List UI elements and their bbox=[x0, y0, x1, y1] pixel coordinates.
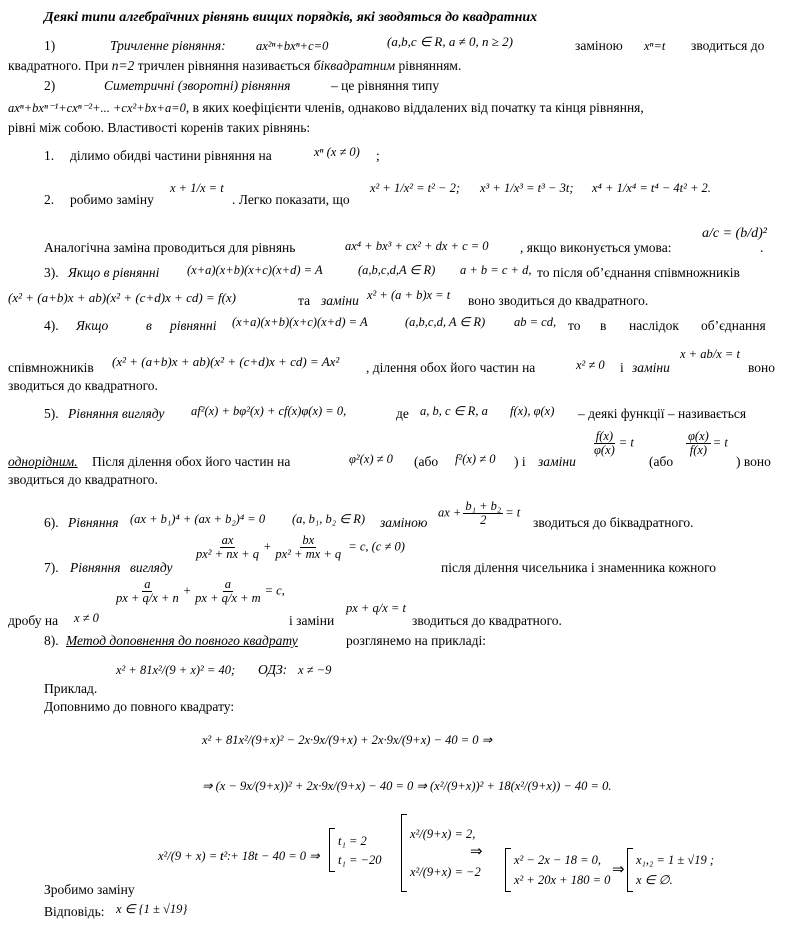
s2-line3: рівні між собою. Властивості коренів таких рівнянь: bbox=[8, 120, 311, 135]
s6-text1: заміною bbox=[380, 515, 428, 530]
s7-w2: вигляду bbox=[130, 560, 173, 575]
s4-w2: в bbox=[146, 318, 152, 333]
s8-example-eq: x² + 81x²/(9 + x)² = 40; bbox=[116, 663, 236, 677]
s5-line3: зводиться до квадратного. bbox=[8, 472, 158, 487]
s7-text3: і заміни bbox=[289, 613, 335, 628]
s5-text8: ) воно bbox=[736, 454, 771, 469]
s7-equation-rhs: = c, (c ≠ 0) bbox=[348, 539, 405, 554]
s8-text1: розглянемо на прикладі: bbox=[346, 633, 486, 648]
s8-x12: x₁,₂ = 1 ± √19 ; bbox=[636, 853, 715, 867]
s2-item2-b: . Легко показати, що bbox=[232, 192, 350, 207]
s4-line3: зводиться до квадратного. bbox=[8, 378, 158, 393]
s1-equation: ax²ⁿ+bxⁿ+c=0 bbox=[256, 39, 329, 53]
s4-text5: воно bbox=[748, 360, 776, 375]
s8-sub-eq: x²/(9 + x) = t : bbox=[158, 849, 232, 863]
s6-condition: (a, b₁, b₂ ∈ R) bbox=[292, 512, 366, 526]
s3-condition2: a + b = c + d, bbox=[460, 263, 532, 277]
s1-substitution: xⁿ=t bbox=[644, 39, 666, 53]
s8-t2: t₁ = −20 bbox=[338, 853, 382, 867]
s1-line2e: рівнянням. bbox=[398, 58, 462, 73]
s7-text1: після ділення чисельника і знаменника кожного bbox=[441, 560, 717, 575]
s4-w5: в bbox=[600, 318, 607, 333]
s7-plus: + bbox=[262, 539, 272, 554]
s3-equation2: (x² + (a+b)x + ab)(x² + (c+d)x + cd) = f(x) bbox=[8, 290, 236, 305]
s4-text2: , ділення обох його частин на bbox=[366, 360, 536, 375]
s7-text2: дробу на bbox=[8, 613, 59, 628]
s8-num: 8). bbox=[44, 633, 59, 648]
s7-equation bbox=[192, 534, 405, 561]
s6-sub-rhs: = t bbox=[505, 505, 521, 520]
s7-text4: зводиться до квадратного. bbox=[412, 613, 562, 628]
s4-num: 4). bbox=[44, 318, 59, 333]
s1-line2 bbox=[8, 58, 461, 74]
s4-condition: (a,b,c,d, A ∈ R) bbox=[405, 315, 486, 329]
s8-odz-value: x ≠ −9 bbox=[298, 663, 332, 677]
s5-sub2-rhs: = t bbox=[712, 435, 728, 450]
s2-analog-end: . bbox=[760, 240, 764, 255]
s2-item2-math: x + 1/x = t bbox=[170, 181, 224, 195]
s8-zamina: Зробимо заміну bbox=[44, 882, 135, 897]
s5-text3: Після ділення обох його частин на bbox=[92, 454, 291, 469]
s7-g2-den: px + q/x + m bbox=[195, 591, 261, 605]
s4-w1: Якщо bbox=[76, 318, 109, 333]
s3-num: 3). bbox=[44, 265, 59, 280]
s5-text7: (або bbox=[649, 454, 674, 469]
s2-item2-num: 2. bbox=[44, 192, 55, 207]
s7-g1-den: px + q/x + n bbox=[116, 591, 179, 605]
s8-q1: x² − 2x − 18 = 0, bbox=[514, 853, 602, 867]
s2-analog-condition: a/c = (b/d)² bbox=[702, 226, 767, 241]
s2-item1-end: ; bbox=[376, 148, 380, 163]
s5-sub2-num: φ(x) bbox=[688, 429, 709, 443]
s5-text6: заміни bbox=[538, 454, 576, 469]
s6-sub-den: 2 bbox=[480, 513, 487, 527]
s1-condition: (a,b,c ∈ R, a ≠ 0, n ≥ 2) bbox=[387, 34, 513, 49]
s3-substitution: x² + (a + b)x = t bbox=[367, 288, 451, 302]
s2-analog-b: , якщо виконується умова: bbox=[520, 240, 672, 255]
s2-formula-1: x² + 1/x² = t² − 2; bbox=[370, 181, 461, 195]
s8-dop: Доповнимо до повного квадрату: bbox=[44, 699, 235, 714]
s8-arrow1: ⇒ bbox=[470, 844, 483, 860]
s1-text2: зводиться до bbox=[691, 38, 765, 53]
s7-math1: x ≠ 0 bbox=[74, 611, 99, 625]
s1-text1: заміною bbox=[575, 38, 623, 53]
s5-equation: af²(x) + bφ²(x) + cf(x)φ(x) = 0, bbox=[191, 404, 347, 418]
s5-text4: (або bbox=[414, 454, 439, 469]
s6-num: 6). bbox=[44, 515, 59, 530]
s1-line2a: квадратного. При bbox=[8, 58, 109, 73]
s8-bracket-r bbox=[401, 814, 407, 892]
s2-line2 bbox=[8, 100, 644, 116]
s4-text4: заміни bbox=[632, 360, 670, 375]
s8-bracket-x bbox=[627, 848, 633, 892]
s6-equation: (ax + b₁)⁴ + (ax + b₂)⁴ = 0 bbox=[130, 512, 266, 526]
s5-sub2-den: f(x) bbox=[689, 443, 708, 457]
s1-num: 1) bbox=[44, 38, 56, 53]
s8-q2: x² + 20x + 180 = 0 bbox=[514, 873, 611, 887]
s5-math2: f²(x) ≠ 0 bbox=[455, 452, 496, 466]
s7-num: 7). bbox=[44, 560, 59, 575]
s5-label2: однорідним. bbox=[8, 454, 78, 469]
s5-condition: a, b, c ∈ R, a bbox=[420, 404, 488, 418]
s6-label: Рівняння bbox=[68, 515, 119, 530]
s8-bracket-q bbox=[505, 848, 511, 892]
s8-arrow2: ⇒ bbox=[612, 862, 625, 878]
s5-label: Рівняння вигляду bbox=[68, 406, 165, 421]
s6-sub-a: ax + bbox=[438, 505, 462, 520]
s4-equation2: (x² + (a+b)x + ab)(x² + (c+d)x + cd) = Ax² bbox=[112, 354, 340, 369]
s7-w1: Рівняння bbox=[70, 560, 121, 575]
s5-sub1-den: φ(x) bbox=[594, 443, 615, 457]
s2-item1-text: ділимо обидві частини рівняння на bbox=[70, 148, 272, 163]
s2-analog-eq: ax⁴ + bx³ + cx² + dx + c = 0 bbox=[345, 239, 489, 253]
s5-functions: f(x), φ(x) bbox=[510, 404, 555, 418]
s5-sub1-rhs: = t bbox=[618, 435, 634, 450]
s6-text2: зводиться до біквадратного. bbox=[533, 515, 694, 530]
s5-math1: φ²(x) ≠ 0 bbox=[349, 452, 393, 466]
s3-text3: заміни bbox=[321, 293, 359, 308]
s5-sub1 bbox=[590, 430, 634, 457]
s4-text1: співмножників bbox=[8, 360, 94, 375]
s8-r2: x²/(9+x) = −2 bbox=[410, 865, 481, 879]
s2-item1-math: xⁿ (x ≠ 0) bbox=[314, 145, 360, 159]
s2-item1-num: 1. bbox=[44, 148, 55, 163]
s4-w7: об’єднання bbox=[701, 318, 766, 333]
s1-label: Тричленне рівняння: bbox=[110, 38, 226, 53]
s7-equation2: $\frac{a}{px + q/x + n}$ + $\frac{a}{px + q/x + m}$ = c, bbox=[116, 577, 285, 605]
s8-step1: x² + 81x²/(9+x)² − 2x·9x/(9+x) + 2x·9x/(9+x) − 40 = 0 ⇒ bbox=[202, 733, 493, 747]
s4-condition2: ab = cd, bbox=[514, 315, 557, 329]
s1-line2b: n=2 bbox=[111, 58, 135, 73]
s2-num: 2) bbox=[44, 78, 56, 93]
s8-label: Метод доповнення до повного квадрату bbox=[66, 633, 298, 648]
s8-bracket-t bbox=[329, 828, 335, 872]
s6-substitution bbox=[438, 500, 520, 527]
s5-text1: де bbox=[396, 406, 409, 421]
s7-f2-den: px² + mx + q bbox=[275, 547, 342, 561]
s4-math1: x² ≠ 0 bbox=[576, 358, 605, 372]
s8-answer-label: Відповідь: bbox=[44, 904, 105, 919]
s8-answer: x ∈ {1 ± √19} bbox=[116, 902, 188, 916]
s5-text5: ) і bbox=[514, 454, 526, 469]
s5-sub2 bbox=[684, 430, 728, 457]
s4-w6: наслідок bbox=[629, 318, 679, 333]
s5-text2: – деякі функції – називається bbox=[578, 406, 747, 421]
s3-text4: воно зводиться до квадратного. bbox=[468, 293, 649, 308]
s4-equation: (x+a)(x+b)(x+c)(x+d) = A bbox=[232, 315, 368, 329]
s7-f1-den: px² + nx + q bbox=[196, 547, 259, 561]
s7-f2-num: bx bbox=[302, 533, 315, 547]
s2-item2-text: робимо заміну bbox=[70, 192, 154, 207]
s5-num: 5). bbox=[44, 406, 59, 421]
s2-analog-text: Аналогічна заміна проводиться для рівнянь bbox=[44, 240, 296, 255]
s5-sub1-num: f(x) bbox=[595, 429, 614, 443]
s1-line2c: тричлен рівняння називається bbox=[137, 58, 311, 73]
s3-equation: (x+a)(x+b)(x+c)(x+d) = A bbox=[187, 263, 323, 277]
s3-text1: то після об’єднання співмножників bbox=[537, 265, 740, 280]
s6-sub-num: b₁ + b₂ bbox=[465, 499, 502, 513]
s4-w4: то bbox=[568, 318, 581, 333]
s4-text3: і bbox=[620, 360, 624, 375]
s2-text2: , в яких коефіцієнти членів, однаково віддалених від початку та кінця рівняння, bbox=[185, 100, 644, 115]
s3-label: Якщо в рівнянні bbox=[68, 265, 160, 280]
s8-x-empty: x ∈ ∅. bbox=[636, 873, 673, 887]
s2-formula-3: x⁴ + 1/x⁴ = t⁴ − 4t² + 2. bbox=[592, 181, 711, 195]
s7-g2-num: a bbox=[224, 577, 231, 591]
s8-step2: ⇒ (x − 9x/(9+x))² + 2x·9x/(9+x) − 40 = 0 ⇒ (x²/(9+x))² + 18(x²/(9+x)) − 40 = 0. bbox=[202, 779, 612, 793]
s4-w3: рівнянні bbox=[170, 318, 217, 333]
s4-substitution: x + ab/x = t bbox=[680, 347, 740, 361]
s8-t1: t₁ = 2 bbox=[338, 834, 367, 848]
s7-g-rhs: = c, bbox=[264, 583, 285, 598]
s2-formula-2: x³ + 1/x³ = t³ − 3t; bbox=[480, 181, 574, 195]
s2-label: Симетричні (зворотні) рівняння bbox=[104, 78, 291, 93]
page-title: Деякі типи алгебраїчних рівнянь вищих порядків, які зводяться до квадратних bbox=[44, 10, 538, 25]
s3-condition: (a,b,c,d,A ∈ R) bbox=[358, 263, 436, 277]
s8-odz-label: ОДЗ: bbox=[258, 662, 288, 677]
s8-quadratic: t² + 18t − 40 = 0 ⇒ bbox=[220, 849, 320, 863]
s7-substitution: px + q/x = t bbox=[346, 601, 406, 615]
s2-text1: – це рівняння типу bbox=[331, 78, 440, 93]
s7-g1-num: a bbox=[144, 577, 151, 591]
s8-r1: x²/(9+x) = 2, bbox=[410, 827, 476, 841]
s7-f1-num: ax bbox=[221, 533, 234, 547]
s8-example-label: Приклад. bbox=[44, 681, 98, 696]
s3-text2: та bbox=[298, 293, 311, 308]
s2-equation: axⁿ+bxⁿ⁻¹+cxⁿ⁻²+... +cx²+bx+a=0 bbox=[8, 101, 186, 115]
s1-line2d: біквадратним bbox=[313, 58, 396, 73]
